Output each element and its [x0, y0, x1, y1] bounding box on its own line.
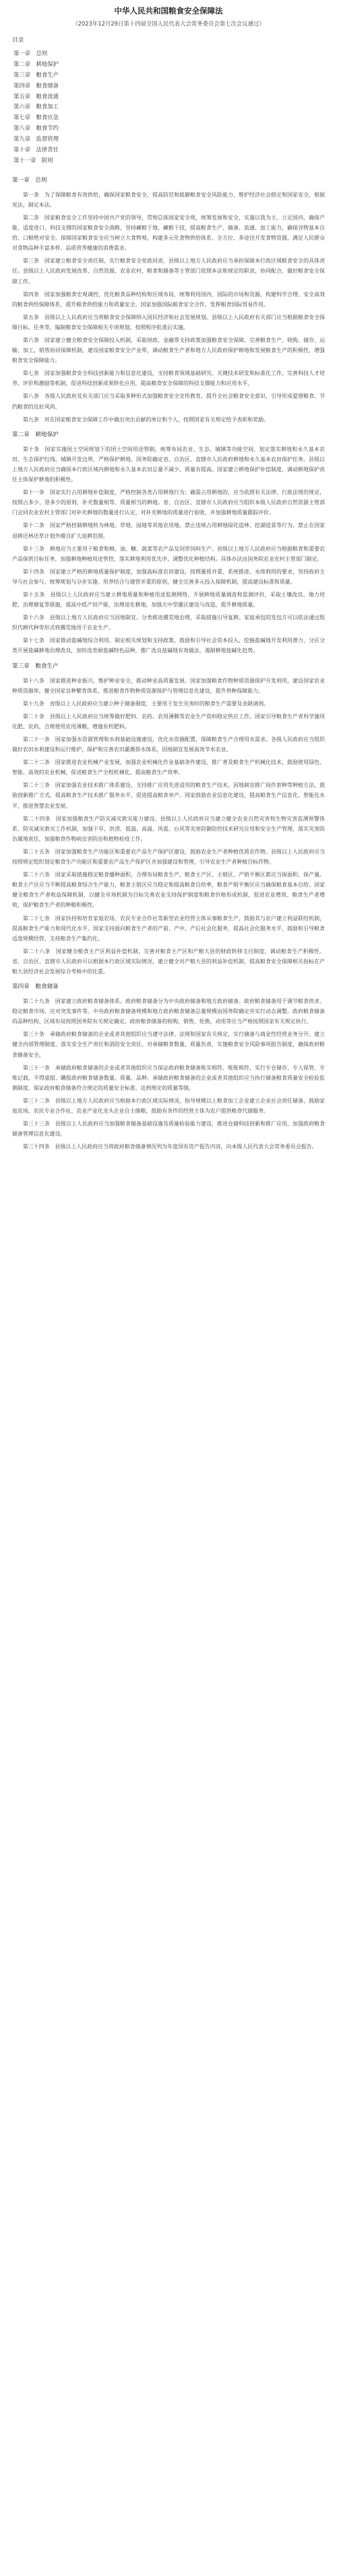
article-number: 第七条: [22, 370, 39, 377]
article-paragraph: [12, 780, 325, 810]
article-paragraph: [12, 711, 325, 732]
article-paragraph: [12, 1119, 325, 1139]
article-paragraph: [12, 312, 325, 333]
article-number: 第二十五条: [22, 848, 50, 855]
article-text: 各级人民政府及有关部门应当采取多种形式加强粮食安全宣传教育，提升全社会粮食安全意识，引导形成爱惜粮食、节约粮食的良好风尚。: [12, 393, 326, 410]
document-subtitle: （2023年12月29日第十四届全国人民代表大会常务委员会第七次会议通过）: [72, 20, 265, 27]
article-paragraph: [12, 256, 325, 286]
article-text: 国家健全粮食主产区利益补偿机制，完善对粮食主产区和产粮大县的财政转移支付制度，调动粮食生产积极性。省、自治区、直辖市人民政府可以根据本行政区域实际情况，建立健全对产粮大县的利益补偿机制，提高粮食安全保障相关指标在产粮大县经济社会发展综合考核中的比重。: [12, 948, 326, 975]
toc-heading: 目录: [12, 37, 24, 44]
article-number: 第五条: [22, 314, 39, 320]
article-text: 国家采取措施稳定粮食播种面积，合理布局粮食生产，粮食主产区、主销区、产销平衡区都应当保面积、保产量。粮食主产区应当不断提高粮食综合生产能力，粮食主销区应当稳定和提高粮食自给率，粮食产销平衡区应当确保粮食基本自给。国家健全粮食生产者收益保障机制，以健全市场机制为目标完善农业支持保护制度和粮食价格形成机制，促进农业增效、粮食生产者增收，保护粮食生产者的种粮积极性。: [12, 872, 326, 909]
article-paragraph: [12, 757, 325, 777]
article-paragraph: [12, 1142, 325, 1152]
article-text: 国家实施国土空间规划下的国土空间用途管制，统筹布局农业、生态、城镇等功能空间，划定落实耕地和永久基本农田、生态保护红线、城镇开发边界，严格保护耕地。国务院确定省、自治区、直辖市人民政府耕地和永久基本农田保护任务。县级以上地方人民政府应当确保本行政区域内耕地和永久基本农田总量不减少、质量有提高。国家建立耕地保护补偿制度，调动耕地保护责任主体保护耕地的积极性。: [12, 446, 326, 483]
article-paragraph: [12, 676, 325, 696]
article-number: 第二十四条: [22, 815, 51, 822]
article-paragraph: [12, 635, 325, 656]
article-text: 国家实行占用耕地补偿制度，严格控制各类占用耕地行为；确需占用耕地的，应当依照有关法律、行政法规的规定，按照占多少、垦多少的原则，补充数量相等、质量相当的耕地。省、自治区、直辖市人民政府应当组织本级人民政府自然资源主管部门会同农业农村主管部门对补充耕地的数量进行认定、对补充耕地的质量进行验收，并加强耕地质量跟踪评价。: [12, 489, 326, 516]
article-number: 第二十六条: [22, 872, 50, 878]
toc-item: 第四章 粮食储备: [13, 81, 59, 89]
chapter-heading: 第三章 粮食生产: [12, 662, 59, 670]
article-number: 第二十七条: [22, 915, 50, 921]
article-text: 县级以上人民政府应当将政府粮食储备情况列为年度国有资产报告内容，向本级人民代表大会常务委员会报告。: [55, 1144, 317, 1150]
article-paragraph: [12, 544, 325, 564]
article-text: 国家加强粮食安全科技创新能力和信息化建设，支持粮食领域基础研究、关键技术研发和标准化工作，完善科技人才培养、评价和激励等机制，促进科技创新成果转化应用，提高粮食安全保障的科技支撑能力和应用水平。: [12, 370, 326, 387]
article-number: 第六条: [22, 337, 39, 344]
article-number: 第二条: [22, 214, 39, 221]
article-paragraph: [12, 289, 325, 310]
toc-item: 第十一章 附则: [13, 156, 53, 164]
article-number: 第三十一条: [22, 1064, 50, 1071]
article-number: 第二十九条: [22, 998, 50, 1005]
article-paragraph: [12, 1096, 325, 1116]
article-text: 国家加强粮食生产防灾减灾救灾能力建设。县级以上人民政府应当建立健全农业自然灾害和生物灾害监测预警体系、防灾减灾救灾工作机制，加强干旱、洪涝、低温、高温、风雹、台风等灾害防御防控技术研究应用和安全生产管理，落实灾害防治属地责任，加强粮食作物病虫害防治和植物检疫工作。: [12, 815, 326, 842]
article-text: 承储政府粮食储备的企业或者其他组织应当保证政府粮食储备账实相符、账账相符，实行专仓储存、专人保管、专账记载，不得虚报、瞒报政府粮食储备数量、质量、品种。承储政府粮食储备的企业或者其他组织应当执行储备粮食质量安全检验监测制度，保证政府粮食储备符合规定的质量安全标准、达到规定的质量等级。: [12, 1064, 326, 1091]
article-paragraph: [12, 996, 325, 1026]
article-number: 第十四条: [22, 568, 44, 575]
article-number: 第三十条: [22, 1031, 44, 1038]
article-number: 第十三条: [22, 545, 44, 552]
article-number: 第四条: [22, 291, 39, 298]
article-paragraph: [12, 699, 325, 709]
chapter-heading: 第一章 总则: [12, 176, 47, 184]
toc-item: 第二章 耕地保护: [13, 60, 59, 67]
article-number: 第九条: [22, 416, 39, 423]
article-paragraph: [12, 567, 325, 587]
article-number: 第二十二条: [22, 759, 50, 766]
article-text: 承储政府粮食储备的企业或者其他组织应当遵守法律、法规和国家有关规定，实行储备与商业性经营业务分开，建立健全内部管理制度，落实安全生产责任和消防安全责任，对承储粮食数量、质量负责，实施粮食安全风险事项报告制度，确保政府粮食储备安全。: [12, 1031, 326, 1058]
article-paragraph: [12, 415, 325, 425]
article-text: 县级以上人民政府应当统筹做好肥料、农药、农用薄膜等农业生产资料稳定供应工作。国家引导粮食生产者科学施用化肥、农药，合理使用农用薄膜，增施有机肥料。: [12, 713, 326, 730]
article-text: 国家推动盐碱地综合利用，制定相关规划和支持政策，鼓励和引导社会资本投入，挖掘盐碱地开发利用潜力，分区分类开展盐碱耕地治理改良，加快选育耐盐碱特色品种，推广改良盐碱地有效做法，遏制耕地盐碱化趋势。: [12, 637, 326, 654]
article-text: 国家建立政府粮食储备体系。政府粮食储备分为中央政府储备和地方政府储备。政府粮食储备用于调节粮食供求、稳定粮食市场、应对突发事件等。中央政府粮食储备规模和地方政府粮食储备总量规模由国务院确定并实行动态调整。政府粮食储备的品种结构、区域布局按照国务院有关规定确定。政府粮食储备的收购、销售、轮换、动用等应当严格按照国家有关规定执行。: [12, 998, 326, 1025]
article-number: 第十八条: [22, 677, 44, 684]
article-number: 第一条: [22, 191, 39, 198]
article-text: 对在国家粮食安全保障工作中做出突出贡献的单位和个人，按照国家有关规定给予表彰和奖励。: [44, 416, 270, 423]
article-paragraph: [12, 814, 325, 844]
article-text: 国家粮食安全工作坚持中国共产党的领导，贯彻总体国家安全观，统筹发展和安全，实施以我为主、立足国内、确保产能、适度进口、科技支撑的国家粮食安全战略，坚持藏粮于地、藏粮于技，提高粮食生产、储备、流通、加工能力，确保谷物基本自给、口粮绝对安全。保障国家粮食安全应当树立大食物观，构建多元化食物供给体系，全方位、多途径开发食物资源，满足人民群众对食物品种丰富多样、品质营养健康的消费需求。: [12, 214, 326, 252]
article-number: 第二十三条: [22, 782, 50, 789]
article-text: 县级以上人民政府应当建立耕地质量和种植用途监测网络，开展耕地质量调查和监测评价，采取土壤改良、地力培肥、治理修复等措施，提高中低产田产能，治理退化耕地，加强大中型灌区建设与改造，提升耕地质量。: [12, 591, 326, 608]
article-paragraph: [12, 913, 325, 944]
toc-item: 第八章 粮食节约: [13, 125, 59, 132]
chapter-heading: 第二章 耕地保护: [12, 431, 59, 438]
article-text: 国家建立严格的耕地质量保护制度，加强高标准农田建设，按照量质并重、系统推进、永续利用的要求，坚持政府主导与社会参与、统筹规划与分步实施、用养结合与建管并重的原则，健全完善多元投入保障机制，提高建设标准和质量。: [12, 568, 326, 585]
toc-item: 第一章 总则: [13, 50, 48, 57]
article-number: 第三条: [22, 258, 39, 265]
article-paragraph: [12, 520, 325, 541]
article-text: 县级以上地方人民政府应当根据本行政区域实际情况，指导规模以上粮食加工企业建立企业社会责任储备，鼓励家庭农场、农民专业合作社、农业产业化龙头企业自主储粮，鼓励有条件的经营主体为农户提供粮食代储服务。: [12, 1097, 326, 1115]
article-text: 国家建立粮食安全责任制，实行粮食安全党政同责。县级以上地方人民政府应当承担保障本行政区域粮食安全的具体责任。县级以上人民政府发展改革、自然资源、农业农村、粮食和储备等主管部门依照本法和规定的职责，协同配合，做好粮食安全保障工作。: [12, 258, 326, 285]
article-number: 第三十四条: [22, 1144, 50, 1150]
article-number: 第十七条: [22, 637, 44, 644]
article-paragraph: [12, 590, 325, 610]
article-text: 国家扶持和培育家庭农场、农民专业合作社等新型农业经营主体从事粮食生产，鼓励其与农户建立利益联结机制，提高粮食生产能力和现代化水平。国家支持面向粮食生产者的产前、产中、产后社会化服务，提高社会化服务水平，鼓励和引导粮食适度规模经营，支持粮食生产集约化。: [12, 915, 326, 942]
article-number: 第十一条: [22, 489, 44, 496]
article-text: 国家加强水资源管理和水利基础设施建设，优化水资源配置，保障粮食生产合理用水需求。各级人民政府应当组织做好农田水利建设和运行维护，保护和完善农田灌溉排水体系，因地制宜发展高效节水农业。: [12, 736, 326, 753]
article-text: 县级以上人民政府应当将粮食安全保障纳入国民经济和社会发展规划。县级以上人民政府有关部门应当根据粮食安全保障目标、任务等，编制粮食安全保障相关专项规划，按照程序批准后实施。: [12, 314, 326, 330]
article-paragraph: [12, 946, 325, 977]
article-paragraph: [12, 1063, 325, 1093]
article-number: 第十条: [22, 446, 40, 452]
article-paragraph: [12, 847, 325, 867]
article-text: 县级以上人民政府应当加强粮食储备基础设施及质量检验能力建设，推进仓储科技创新和推广应用，加强政府粮食储备管理信息化建设。: [12, 1121, 326, 1138]
article-number: 第八条: [22, 393, 39, 400]
article-text: 耕地应当主要用于粮食和棉、油、糖、蔬菜等农产品及饲草饲料生产。县级以上地方人民政府应当根据粮食和重要农产品保供目标任务，加强耕地种植用途管控，落实耕地利用优先序，调整优化种植结构。具体办法由国务院农业农村主管部门制定。: [12, 545, 326, 562]
article-text: 国家加强农业技术推广体系建设，支持推广应用先进适用的粮食生产技术，因地制宜推广间作套种等种植方法，鼓励创新推广方式，提高粮食生产技术推广服务水平，促进提高粮食单产。国家鼓励农业信息化建设，提高粮食生产信息化、智能化水平，推进智慧农业发展。: [12, 782, 326, 809]
article-text: 国家推进农业机械产业发展，加强农业机械化作业基础条件建设，推广普及粮食生产机械化技术，鼓励使用绿色、智能、高效的农业机械，促进粮食生产全程机械化，提高粮食生产效率。: [12, 759, 326, 776]
toc-item: 第七章 粮食应急: [13, 114, 59, 121]
article-number: 第十五条: [22, 591, 45, 598]
article-number: 第二十条: [22, 713, 44, 720]
document-title: 中华人民共和国粮食安全保障法: [114, 6, 223, 15]
article-number: 第二十八条: [22, 948, 51, 954]
article-paragraph: [12, 368, 325, 388]
article-paragraph: [12, 613, 325, 633]
article-text: 国家加强粮食生产功能区和重要农产品生产保护区建设，鼓励农业生产者种植优质农作物。县级以上人民政府应当按照规定组织划定粮食生产功能区和重要农产品生产保护区并加强建设和管理，引导农业生产者种植目标作物。: [12, 848, 326, 866]
toc-item: 第三章 粮食生产: [13, 71, 59, 78]
toc-item: 第十章 法律责任: [13, 146, 59, 153]
article-paragraph: [12, 444, 325, 485]
document-body: [12, 173, 325, 1152]
toc-item: 第六章 粮食加工: [13, 103, 59, 110]
article-text: 县级以上地方人民政府应当因地制宜、分类推进撂荒地治理，采取措施引导复耕。家庭承包的发包方可以依法通过组织代耕代种等形式将撂荒地用于农业生产。: [12, 615, 326, 631]
article-number: 第十九条: [22, 700, 44, 707]
article-text: 国家严格控制耕地转为林地、草地、园地等其他农用地。禁止违规占用耕地绿化造林、挖湖造景等行为。禁止在国家退耕还林还草计划外擅自扩大退耕范围。: [12, 522, 326, 539]
article-paragraph: [12, 734, 325, 755]
toc-item: 第五章 粮食流通: [13, 92, 59, 100]
article-paragraph: [12, 190, 325, 210]
article-paragraph: [12, 487, 325, 518]
article-paragraph: [12, 870, 325, 910]
article-text: 为了保障粮食有效供给，确保国家粮食安全，提高防范和抵御粮食安全风险能力，维护经济社会稳定和国家安全，根据宪法，制定本法。: [12, 191, 326, 208]
toc-item: 第九章 监督管理: [13, 135, 59, 143]
article-text: 国家建立健全粮食安全保障投入机制，采取财政、金融等支持政策加强粮食安全保障，完善粮食生产、收购、储存、运输、加工、销售协同保障机制，建设国家粮食安全产业带，调动粮食生产者和地方人民政府保护耕地和发展粮食生产的积极性，增强粮食安全保障能力。: [12, 337, 326, 364]
article-number: 第二十一条: [22, 736, 50, 743]
article-number: 第十六条: [22, 615, 44, 621]
article-number: 第十二条: [22, 522, 44, 529]
article-text: 省级以上人民政府应当建立种子储备制度，主要用于发生灾害时的粮食生产需要及余缺调剂。: [49, 700, 270, 707]
article-paragraph: [12, 1029, 325, 1059]
article-paragraph: [12, 213, 325, 253]
article-text: 国家加强粮食宏观调控，优化粮食品种结构和区域布局，统筹利用国内、国际的市场和资源，构建科学合理、安全高效的粮食供给保障体系，提升粮食供给能力和质量安全。国家加强国际粮食安全合作，发挥粮食国际贸易作用。: [12, 291, 326, 308]
article-text: 国家推进种业振兴，维护种业安全，推动种业高质量发展。国家加强粮食作物种质资源保护开发利用，建设国家农业种质资源库，健全国家良种繁育体系，推进粮食作物种质资源保护与管理信息化建设，提升供种保障能力。: [12, 677, 326, 694]
article-number: 第三十二条: [22, 1097, 50, 1104]
chapter-heading: 第四章 粮食储备: [12, 983, 59, 991]
article-paragraph: [12, 335, 325, 365]
article-number: 第三十三条: [22, 1121, 50, 1127]
article-paragraph: [12, 391, 325, 411]
table-of-contents: [12, 48, 325, 166]
